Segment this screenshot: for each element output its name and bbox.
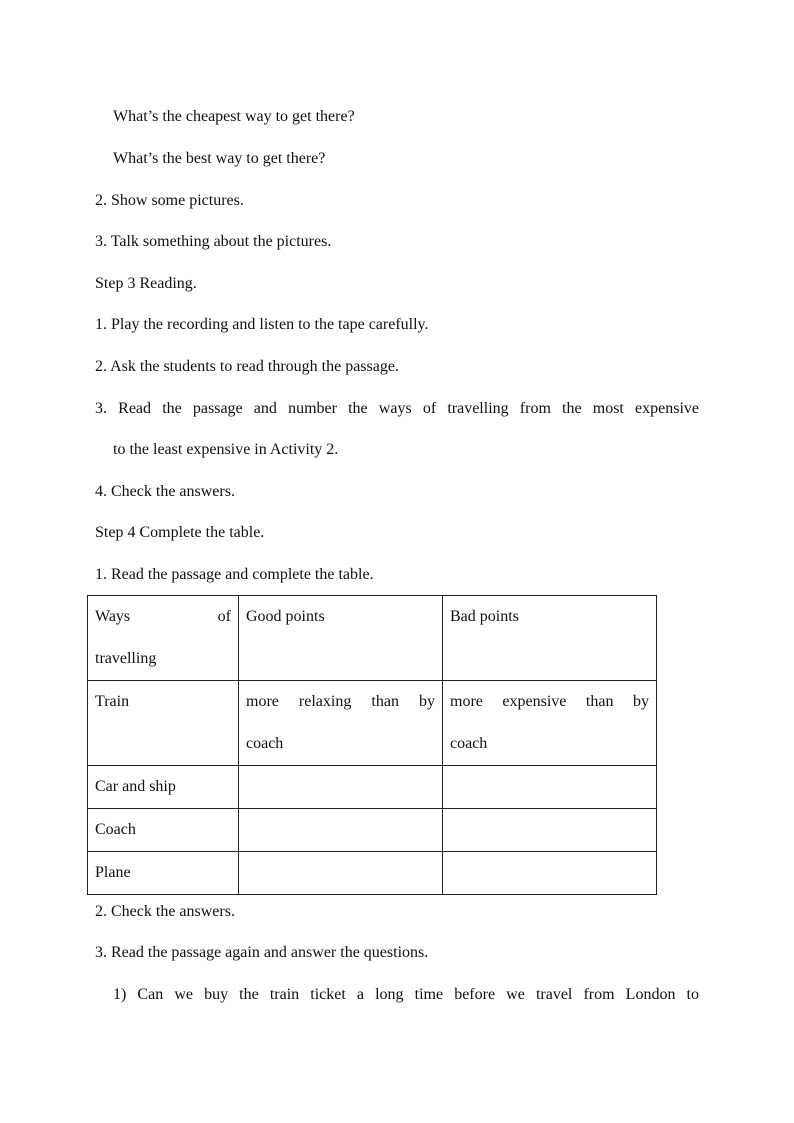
header-good-points: Good points — [239, 596, 443, 681]
header-bad-points: Bad points — [443, 596, 657, 681]
cell-plane-bad-points[interactable] — [443, 852, 657, 895]
cell-train-bad-points — [443, 681, 657, 766]
cell-way-car-and-ship: Car and ship — [88, 766, 239, 809]
header-travelling-word: travelling — [95, 650, 157, 667]
step3-item-read-through: 2. Ask the students to read through the passage. — [95, 358, 399, 375]
step3-item-play-recording: 1. Play the recording and listen to the tape carefully. — [95, 316, 429, 333]
question-1-train-ticket: 1) Can we buy the train ticket a long time before we travel from London to — [113, 986, 699, 1003]
cell-way-coach: Coach — [88, 809, 239, 852]
question-best-way: What’s the best way to get there? — [113, 150, 326, 167]
cell-car-ship-bad-points[interactable] — [443, 766, 657, 809]
step3-heading: Step 3 Reading. — [95, 275, 197, 292]
step4-item-read-again: 3. Read the passage again and answer the questions. — [95, 944, 429, 961]
cell-train-good-points — [239, 681, 443, 766]
step4-heading: Step 4 Complete the table. — [95, 524, 265, 541]
train-bad-line2: coach — [450, 735, 488, 752]
cell-car-ship-good-points[interactable] — [239, 766, 443, 809]
header-of-word: of — [217, 608, 231, 625]
question-cheapest-way: What’s the cheapest way to get there? — [113, 108, 355, 125]
train-good-line1: more relaxing than by — [246, 693, 435, 710]
train-good-line2: coach — [246, 735, 284, 752]
cell-coach-good-points[interactable] — [239, 809, 443, 852]
step4-item-complete-table: 1. Read the passage and complete the table. — [95, 566, 374, 583]
step3-item-number-ways-line1: 3. Read the passage and number the ways of travelling from the most expensive — [95, 400, 699, 417]
step2-item-talk-pictures: 3. Talk something about the pictures. — [95, 233, 332, 250]
cell-way-train: Train — [88, 681, 239, 766]
table-row — [88, 681, 657, 766]
table-row — [88, 809, 657, 852]
step3-item-check-answers: 4. Check the answers. — [95, 483, 235, 500]
header-ways-word: Ways — [95, 608, 131, 625]
ways-of-travelling-table — [87, 595, 657, 895]
table-header-row — [88, 596, 657, 681]
cell-way-plane: Plane — [88, 852, 239, 895]
step4-item-check-answers: 2. Check the answers. — [95, 903, 235, 920]
header-ways-of-travelling — [88, 596, 239, 681]
step3-item-number-ways-line2: to the least expensive in Activity 2. — [113, 441, 339, 458]
cell-coach-bad-points[interactable] — [443, 809, 657, 852]
train-bad-line1: more expensive than by — [450, 693, 649, 710]
cell-plane-good-points[interactable] — [239, 852, 443, 895]
step2-item-show-pictures: 2. Show some pictures. — [95, 192, 244, 209]
table-row — [88, 766, 657, 809]
table-row — [88, 852, 657, 895]
